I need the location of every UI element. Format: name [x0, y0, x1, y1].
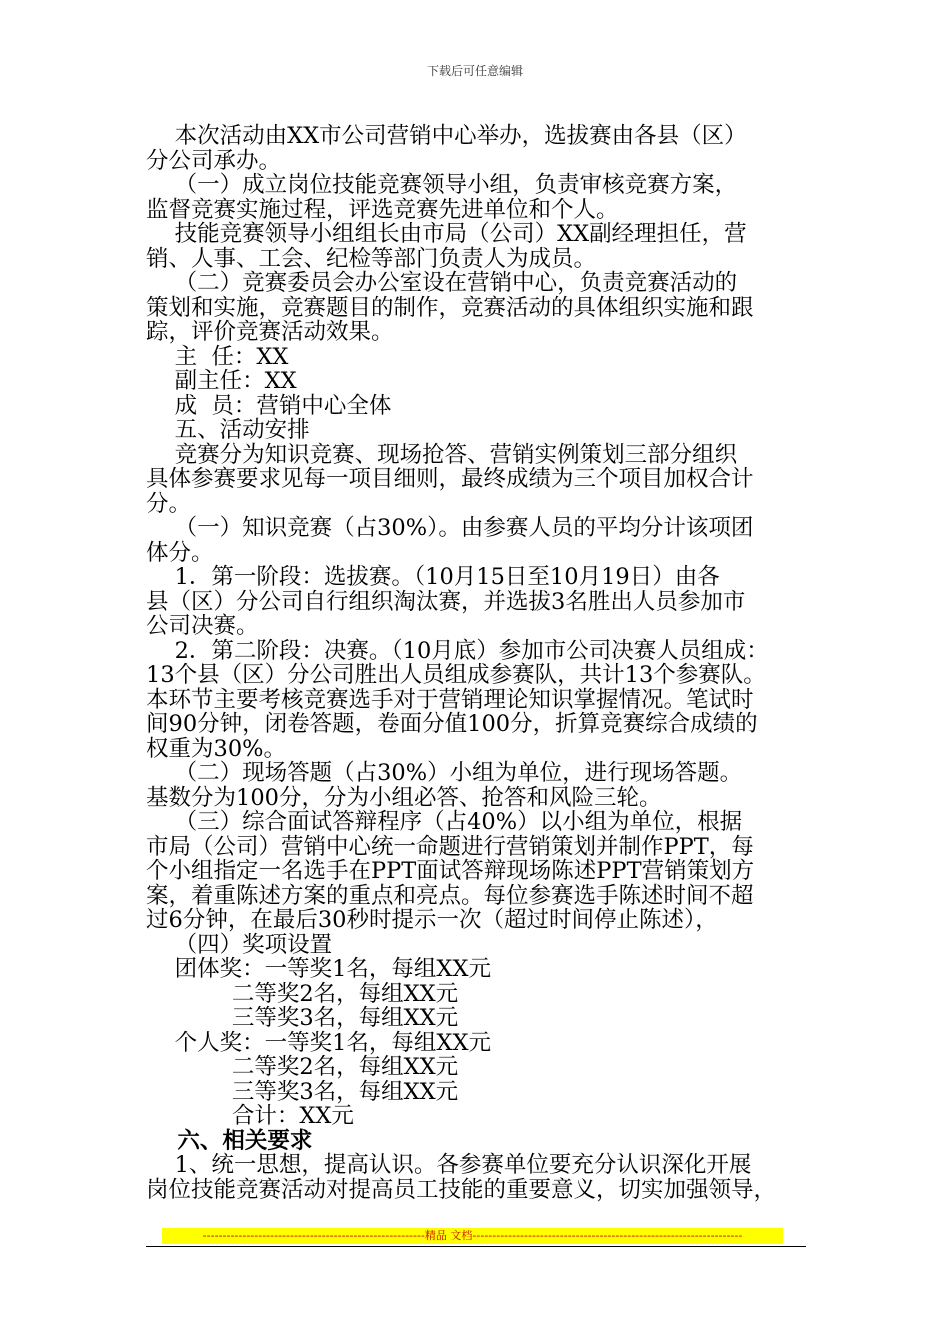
text-line: 主 任：XX: [146, 343, 289, 370]
page-header: 下载后可任意编辑: [426, 64, 523, 78]
text-line: 团体奖：一等奖1名，每组XX元: [146, 956, 491, 982]
text-line: 县（区）分公司自行组织淘汰赛，并选拔3名胜出人员参加市: [146, 588, 746, 615]
text-line: 1．第一阶段：选拔赛。（10月15日至10月19日）由各: [146, 564, 720, 590]
text-line: 二等奖2名，每组XX元: [146, 1054, 459, 1080]
text-line: 公司决赛。: [146, 613, 259, 639]
text-line: （四）奖项设置: [146, 931, 333, 958]
text-line: 副主任：XX: [146, 368, 297, 394]
text-line: 分。: [146, 490, 192, 517]
text-line: 三等奖3名，每组XX元: [146, 1005, 459, 1031]
text-line: 2．第二阶段：决赛。（10月底）参加市公司决赛人员组成：: [146, 637, 769, 664]
text-line: 成 员：营销中心全体: [146, 392, 392, 419]
text-line: 13个县（区）分公司胜出人员组成参赛队，共计13个参赛队。: [146, 662, 766, 688]
text-line: 1、统一思想，提高认识。各参赛单位要充分认识深化开展: [146, 1152, 752, 1178]
text-line: 合计：XX元: [146, 1103, 354, 1129]
text-line: 监督竞赛实施过程，评选竞赛先进单位和个人。: [146, 196, 619, 223]
text-line: 六、相关要求: [146, 1127, 313, 1154]
text-line: （二）竞赛委员会办公室设在营销中心，负责竞赛活动的: [146, 270, 738, 296]
text-line: 三等奖3名，每组XX元: [146, 1078, 459, 1105]
text-line: （一）知识竞赛（占30%）。由参赛人员的平均分计该项团: [146, 515, 754, 541]
text-line: 基数分为100分，分为小组必答、抢答和风险三轮。: [146, 784, 662, 811]
text-line: 过6分钟，在最后30秒时提示一次（超过时间停止陈述），: [146, 907, 718, 933]
text-line: 市局（公司）营销中心统一命题进行营销策划并制作PPT，每: [146, 833, 754, 860]
text-line: 踪，评价竞赛活动效果。: [146, 319, 394, 345]
text-line: 本次活动由XX市公司营销中心举办，选拔赛由各县（区）: [146, 123, 747, 149]
text-line: 案，着重陈述方案的重点和亮点。每位参赛选手陈述时间不超: [146, 882, 754, 909]
text-line: 间90分钟，闭卷答题，卷面分值100分，折算竞赛综合成绩的: [146, 711, 758, 737]
text-line: 岗位技能竞赛活动对提高员工技能的重要意义，切实加强领导，: [146, 1176, 777, 1203]
page-footer: --------------------------------------------------------精品 文档--------------------------------------------------------------------: [202, 1229, 743, 1242]
text-line: （三）综合面试答辩程序（占40%）以小组为单位，根据: [146, 809, 743, 835]
text-line: （二）现场答题（占30%）小组为单位，进行现场答题。: [146, 760, 743, 786]
text-line: （一）成立岗位技能竞赛领导小组，负责审核竞赛方案，: [146, 172, 738, 198]
document-body: [146, 124, 814, 1202]
text-line: 个小组指定一名选手在PPT面试答辩现场陈述PPT营销策划方: [146, 858, 755, 884]
footer-divider: [146, 1246, 806, 1247]
text-line: 策划和实施，竞赛题目的制作，竞赛活动的具体组织实施和跟: [146, 294, 754, 321]
text-line: 本环节主要考核竞赛选手对于营销理论知识掌握情况。笔试时: [146, 686, 754, 713]
text-line: 具体参赛要求见每一项目细则，最终成绩为三个项目加权合计: [146, 466, 754, 492]
text-line: 竞赛分为知识竞赛、现场抢答、营销实例策划三部分组织: [146, 441, 738, 468]
text-line: 销、人事、工会、纪检等部门负责人为成员。: [146, 245, 597, 272]
text-line: 个人奖：一等奖1名，每组XX元: [146, 1029, 491, 1056]
text-line: 权重为30%。: [146, 735, 287, 762]
text-line: 五、活动安排: [146, 417, 310, 443]
text-line: 分公司承办。: [146, 147, 282, 174]
text-line: 体分。: [146, 539, 214, 566]
text-line: 二等奖2名，每组XX元: [146, 980, 459, 1007]
text-line: 技能竞赛领导小组组长由市局（公司）XX副经理担任，营: [146, 221, 747, 247]
